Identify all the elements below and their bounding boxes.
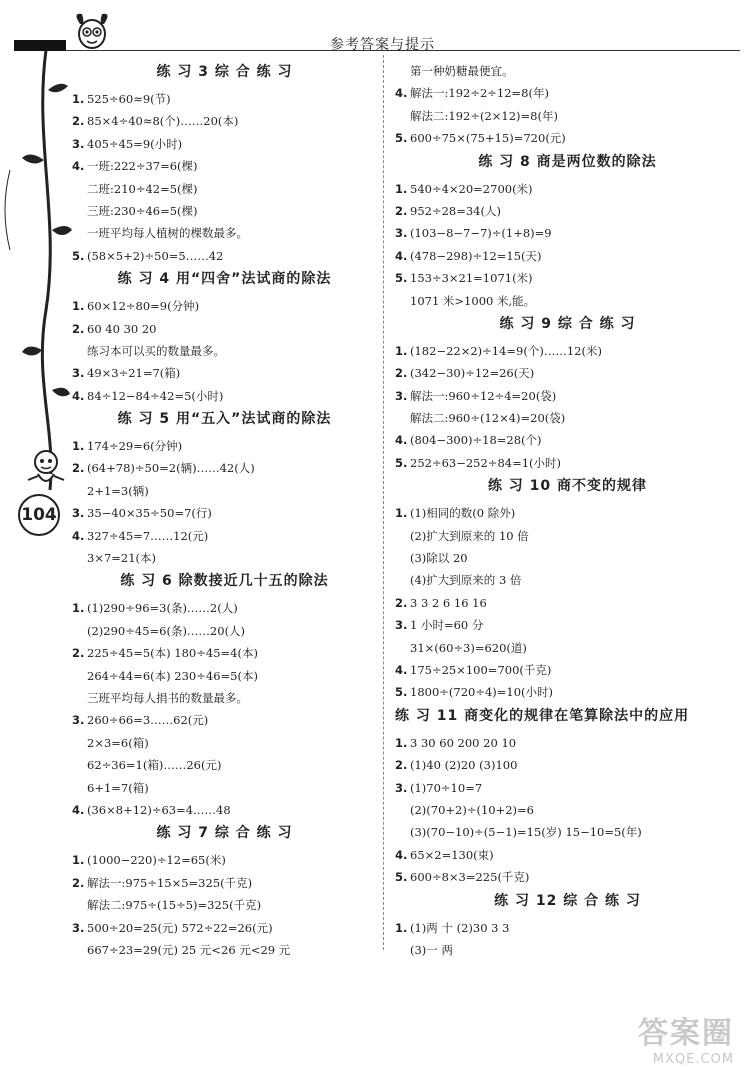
section-title: 练 习 6 除数接近几十五的除法 (120, 573, 329, 590)
answer-line (395, 82, 740, 104)
answer-text: 解法一:975÷15×5=325(千克) (87, 875, 253, 890)
answer-text: 第一种奶糖最便宜。 (410, 64, 514, 78)
answer-line (395, 547, 740, 569)
question-number: 4. (395, 847, 408, 862)
page-header-title: 参考答案与提示 (330, 37, 435, 53)
answer-line (72, 547, 377, 569)
right-column (395, 60, 740, 961)
answer-text: (1)70÷10=7 (410, 780, 483, 795)
answer-text: 600÷75×(75+15)=720(元) (410, 131, 566, 146)
answer-line (395, 502, 740, 524)
answer-line (72, 799, 377, 821)
answer-line (395, 290, 740, 312)
section-title: 练 习 8 商是两位数的除法 (478, 153, 657, 170)
answer-text: (1)两 十 (2)30 3 3 (410, 920, 510, 935)
answer-line (72, 754, 377, 776)
column-divider (383, 55, 384, 950)
section-title: 练 习 7 综 合 练 习 (156, 825, 293, 842)
answer-text: 327÷45=7……12(元) (87, 528, 209, 543)
answer-text: 1071 米>1000 米,能。 (410, 293, 536, 308)
answer-line (72, 110, 377, 132)
answer-line (72, 917, 377, 939)
answer-text: (1000−220)÷12=65(米) (87, 853, 226, 868)
question-number: 1. (72, 92, 85, 106)
answer-line (395, 754, 740, 776)
answer-text: (2)(70+2)÷(10+2)=6 (410, 802, 534, 817)
question-number: 4. (395, 248, 408, 263)
answer-text: 174÷29=6(分钟) (87, 439, 183, 454)
answer-line (72, 620, 377, 642)
answer-line (395, 569, 740, 591)
answer-line (72, 340, 377, 362)
answer-line (72, 777, 377, 799)
question-number: 1. (72, 601, 85, 616)
answer-text: 60 40 30 20 (87, 321, 157, 336)
answer-line (72, 502, 377, 524)
answer-text: 解法一:192÷2÷12=8(年) (410, 86, 549, 101)
question-number: 1. (395, 343, 408, 358)
watermark-logo: 答案圈 (638, 1016, 734, 1051)
question-number: 2. (395, 366, 408, 381)
answer-line (395, 939, 740, 961)
question-number: 2. (395, 758, 408, 773)
answer-text: (64+78)÷50=2(辆)……42(人) (87, 461, 255, 476)
section-title: 练 习 11 商变化的规律在笔算除法中的应用 (395, 707, 690, 724)
answer-line (395, 362, 740, 384)
answer-line (395, 799, 740, 821)
answer-line (395, 245, 740, 267)
question-number: 5. (395, 455, 408, 470)
answer-line (72, 200, 377, 222)
question-number: 1. (395, 735, 408, 750)
answer-text: 600÷8×3=225(千克) (410, 870, 530, 885)
answer-text: (36×8+12)÷63=4……48 (87, 802, 231, 817)
answer-text: (342−30)÷12=26(天) (410, 366, 535, 381)
left-column (72, 60, 377, 961)
answer-line (395, 267, 740, 289)
answer-text: 2×3=6(箱) (87, 735, 149, 750)
page-number: 104 (18, 494, 60, 536)
answer-text: 65×2=130(束) (410, 847, 494, 862)
answer-text: 解法二:975÷(15÷5)=325(千克) (87, 898, 262, 913)
answer-text: (1)290÷96=3(条)……2(人) (87, 601, 238, 616)
question-number: 3. (72, 506, 85, 521)
question-number: 1. (72, 439, 85, 454)
answer-text: 3 3 2 6 16 16 (410, 595, 487, 610)
answer-text: 667÷23=29(元) 25 元<26 元<29 元 (87, 942, 291, 957)
answer-line (395, 917, 740, 939)
question-number: 1. (395, 506, 408, 521)
answer-text: (804−300)÷18=28(个) (410, 433, 542, 448)
answer-line (395, 105, 740, 127)
answer-line (72, 894, 377, 916)
question-number: 3. (72, 920, 85, 935)
answer-text: 62÷36=1(箱)……26(元) (87, 758, 222, 773)
answer-line (72, 665, 377, 687)
answer-text: 264÷44=6(本) 230÷46=5(本) (87, 668, 258, 683)
answer-line (395, 429, 740, 451)
question-number: 4. (72, 528, 85, 543)
answer-line (72, 709, 377, 731)
answer-text: 952÷28=34(人) (410, 203, 501, 218)
question-number: 3. (395, 388, 408, 403)
answer-line (72, 245, 377, 267)
question-number: 2. (395, 595, 408, 610)
question-number: 4. (395, 86, 408, 101)
answer-line (72, 597, 377, 619)
answer-text: (58×5+2)÷50=5……42 (87, 248, 224, 263)
answer-line (72, 480, 377, 502)
answer-line (72, 642, 377, 664)
question-number: 2. (72, 321, 85, 336)
question-number: 4. (72, 159, 85, 174)
answer-text: 6+1=7(箱) (87, 780, 149, 795)
answer-text: (2)扩大到原来的 10 倍 (410, 528, 529, 543)
section-title: 练 习 10 商不变的规律 (487, 478, 648, 495)
answer-text: 260÷66=3……62(元) (87, 713, 209, 728)
question-number: 5. (72, 248, 85, 263)
answer-text: (182−22×2)÷14=9(个)……12(米) (410, 343, 602, 358)
question-number: 2. (72, 114, 85, 129)
answer-text: (478−298)÷12=15(天) (410, 248, 542, 263)
answer-text: 540÷4×20=2700(米) (410, 181, 533, 196)
answer-text: 525÷60≈9(节) (87, 92, 171, 106)
answer-line (72, 525, 377, 547)
answer-text: 225÷45=5(本) 180÷45=4(本) (87, 646, 258, 661)
question-number: 3. (395, 780, 408, 795)
question-number: 1. (72, 299, 85, 314)
answer-line (72, 178, 377, 200)
section-title: 练 习 3 综 合 练 习 (156, 64, 293, 80)
question-number: 2. (72, 646, 85, 661)
question-number: 4. (72, 802, 85, 817)
section-title: 练 习 4 用“四舍”法试商的除法 (117, 271, 332, 288)
answer-line (395, 637, 740, 659)
decorative-vine-icon (0, 50, 80, 690)
answer-text: 60×12÷80=9(分钟) (87, 299, 200, 314)
answer-text: 1 小时=60 分 (410, 618, 484, 633)
question-number: 5. (395, 131, 408, 146)
answer-text: (3)一 两 (410, 942, 453, 957)
answer-line (395, 385, 740, 407)
answer-text: 练习本可以买的数量最多。 (87, 343, 225, 358)
question-number: 3. (395, 618, 408, 633)
answer-text: 84÷12−84÷42=5(小时) (87, 388, 224, 403)
answer-text: 405÷45=9(小时) (87, 136, 183, 151)
question-number: 3. (72, 366, 85, 381)
question-number: 1. (395, 920, 408, 935)
answer-text: (103−8−7−7)÷(1+8)=9 (410, 226, 552, 241)
question-number: 4. (72, 388, 85, 403)
answer-line (72, 133, 377, 155)
answer-text: (2)290÷45=6(条)……20(人) (87, 623, 246, 638)
answer-text: (1)40 (2)20 (3)100 (410, 758, 518, 773)
answer-line (395, 452, 740, 474)
answer-text: 85×4÷40≈8(个)……20(本) (87, 114, 239, 129)
answer-text: (3)除以 20 (410, 551, 468, 566)
answer-text: 35−40×35÷50=7(行) (87, 506, 212, 521)
question-number: 5. (395, 870, 408, 885)
answer-line (72, 687, 377, 709)
answer-line (395, 659, 740, 681)
answer-line (395, 866, 740, 888)
answer-text: 153÷3×21=1071(米) (410, 271, 533, 286)
question-number: 1. (72, 853, 85, 868)
answer-text: 一班平均每人植树的棵数最多。 (87, 226, 248, 241)
answer-line (395, 614, 740, 636)
answer-line (395, 127, 740, 149)
answer-line (395, 222, 740, 244)
answer-text: 49×3÷21=7(箱) (87, 366, 181, 381)
answer-line (72, 318, 377, 340)
question-number: 2. (72, 461, 85, 476)
answer-line (72, 295, 377, 317)
answer-text: 解法一:960÷12÷4=20(袋) (410, 388, 557, 403)
answer-line (72, 457, 377, 479)
answer-line (395, 178, 740, 200)
answer-text: 三班平均每人捐书的数量最多。 (87, 690, 248, 705)
question-number: 3. (72, 713, 85, 728)
answer-line (395, 821, 740, 843)
answer-text: 2+1=3(辆) (87, 483, 149, 498)
section-title: 练 习 9 综 合 练 习 (499, 315, 636, 332)
answer-line (395, 525, 740, 547)
answer-line (395, 200, 740, 222)
answer-line (72, 872, 377, 894)
answer-text: 三班:230÷46=5(棵) (87, 203, 198, 218)
mascot-character-icon (24, 448, 68, 496)
section-title: 练 习 12 综 合 练 习 (494, 892, 641, 909)
answer-line (395, 844, 740, 866)
answer-line (72, 849, 377, 871)
answer-line (72, 362, 377, 384)
answer-text: 解法二:960÷(12×4)=20(袋) (410, 411, 566, 426)
answer-line (72, 385, 377, 407)
answer-line (395, 592, 740, 614)
answer-line (395, 681, 740, 703)
answer-line (72, 939, 377, 961)
answer-line (395, 340, 740, 362)
watermark-url: MXQE.COM (652, 1052, 734, 1067)
question-number: 3. (72, 136, 85, 151)
answer-text: 252÷63−252÷84=1(小时) (410, 455, 561, 470)
answer-text: 二班:210÷42=5(棵) (87, 181, 198, 196)
answer-text: 1800÷(720÷4)=10(小时) (410, 685, 554, 700)
question-number: 3. (395, 226, 408, 241)
answer-text: 一班:222÷37=6(棵) (87, 159, 198, 174)
answer-text: (1)相同的数(0 除外) (410, 506, 516, 521)
question-number: 2. (395, 203, 408, 218)
answer-line (72, 732, 377, 754)
answer-text: 175÷25×100=700(千克) (410, 662, 552, 677)
answer-line (395, 407, 740, 429)
answer-line (395, 777, 740, 799)
answer-text: 3×7=21(本) (87, 551, 157, 566)
section-title: 练 习 5 用“五入”法试商的除法 (117, 411, 332, 428)
answer-text: (3)(70−10)÷(5−1)=15(岁) 15−10=5(年) (410, 825, 642, 840)
answer-text: 31×(60÷3)=620(道) (410, 640, 527, 655)
question-number: 2. (72, 875, 85, 890)
question-number: 5. (395, 685, 408, 700)
answer-text: 500÷20=25(元) 572÷22=26(元) (87, 920, 273, 935)
answer-line (395, 732, 740, 754)
question-number: 5. (395, 271, 408, 286)
answer-text: 解法二:192÷(2×12)=8(年) (410, 108, 558, 123)
watermark (638, 1008, 734, 1067)
mascot-bee-icon (68, 8, 116, 52)
answer-line (72, 222, 377, 244)
question-number: 4. (395, 662, 408, 677)
answer-line (72, 435, 377, 457)
answer-line (72, 88, 377, 110)
answer-line (72, 155, 377, 177)
answer-text: 3 30 60 200 20 10 (410, 735, 517, 750)
answer-line (395, 60, 740, 82)
question-number: 4. (395, 433, 408, 448)
question-number: 1. (395, 181, 408, 196)
answer-text: (4)扩大到原来的 3 倍 (410, 573, 522, 588)
